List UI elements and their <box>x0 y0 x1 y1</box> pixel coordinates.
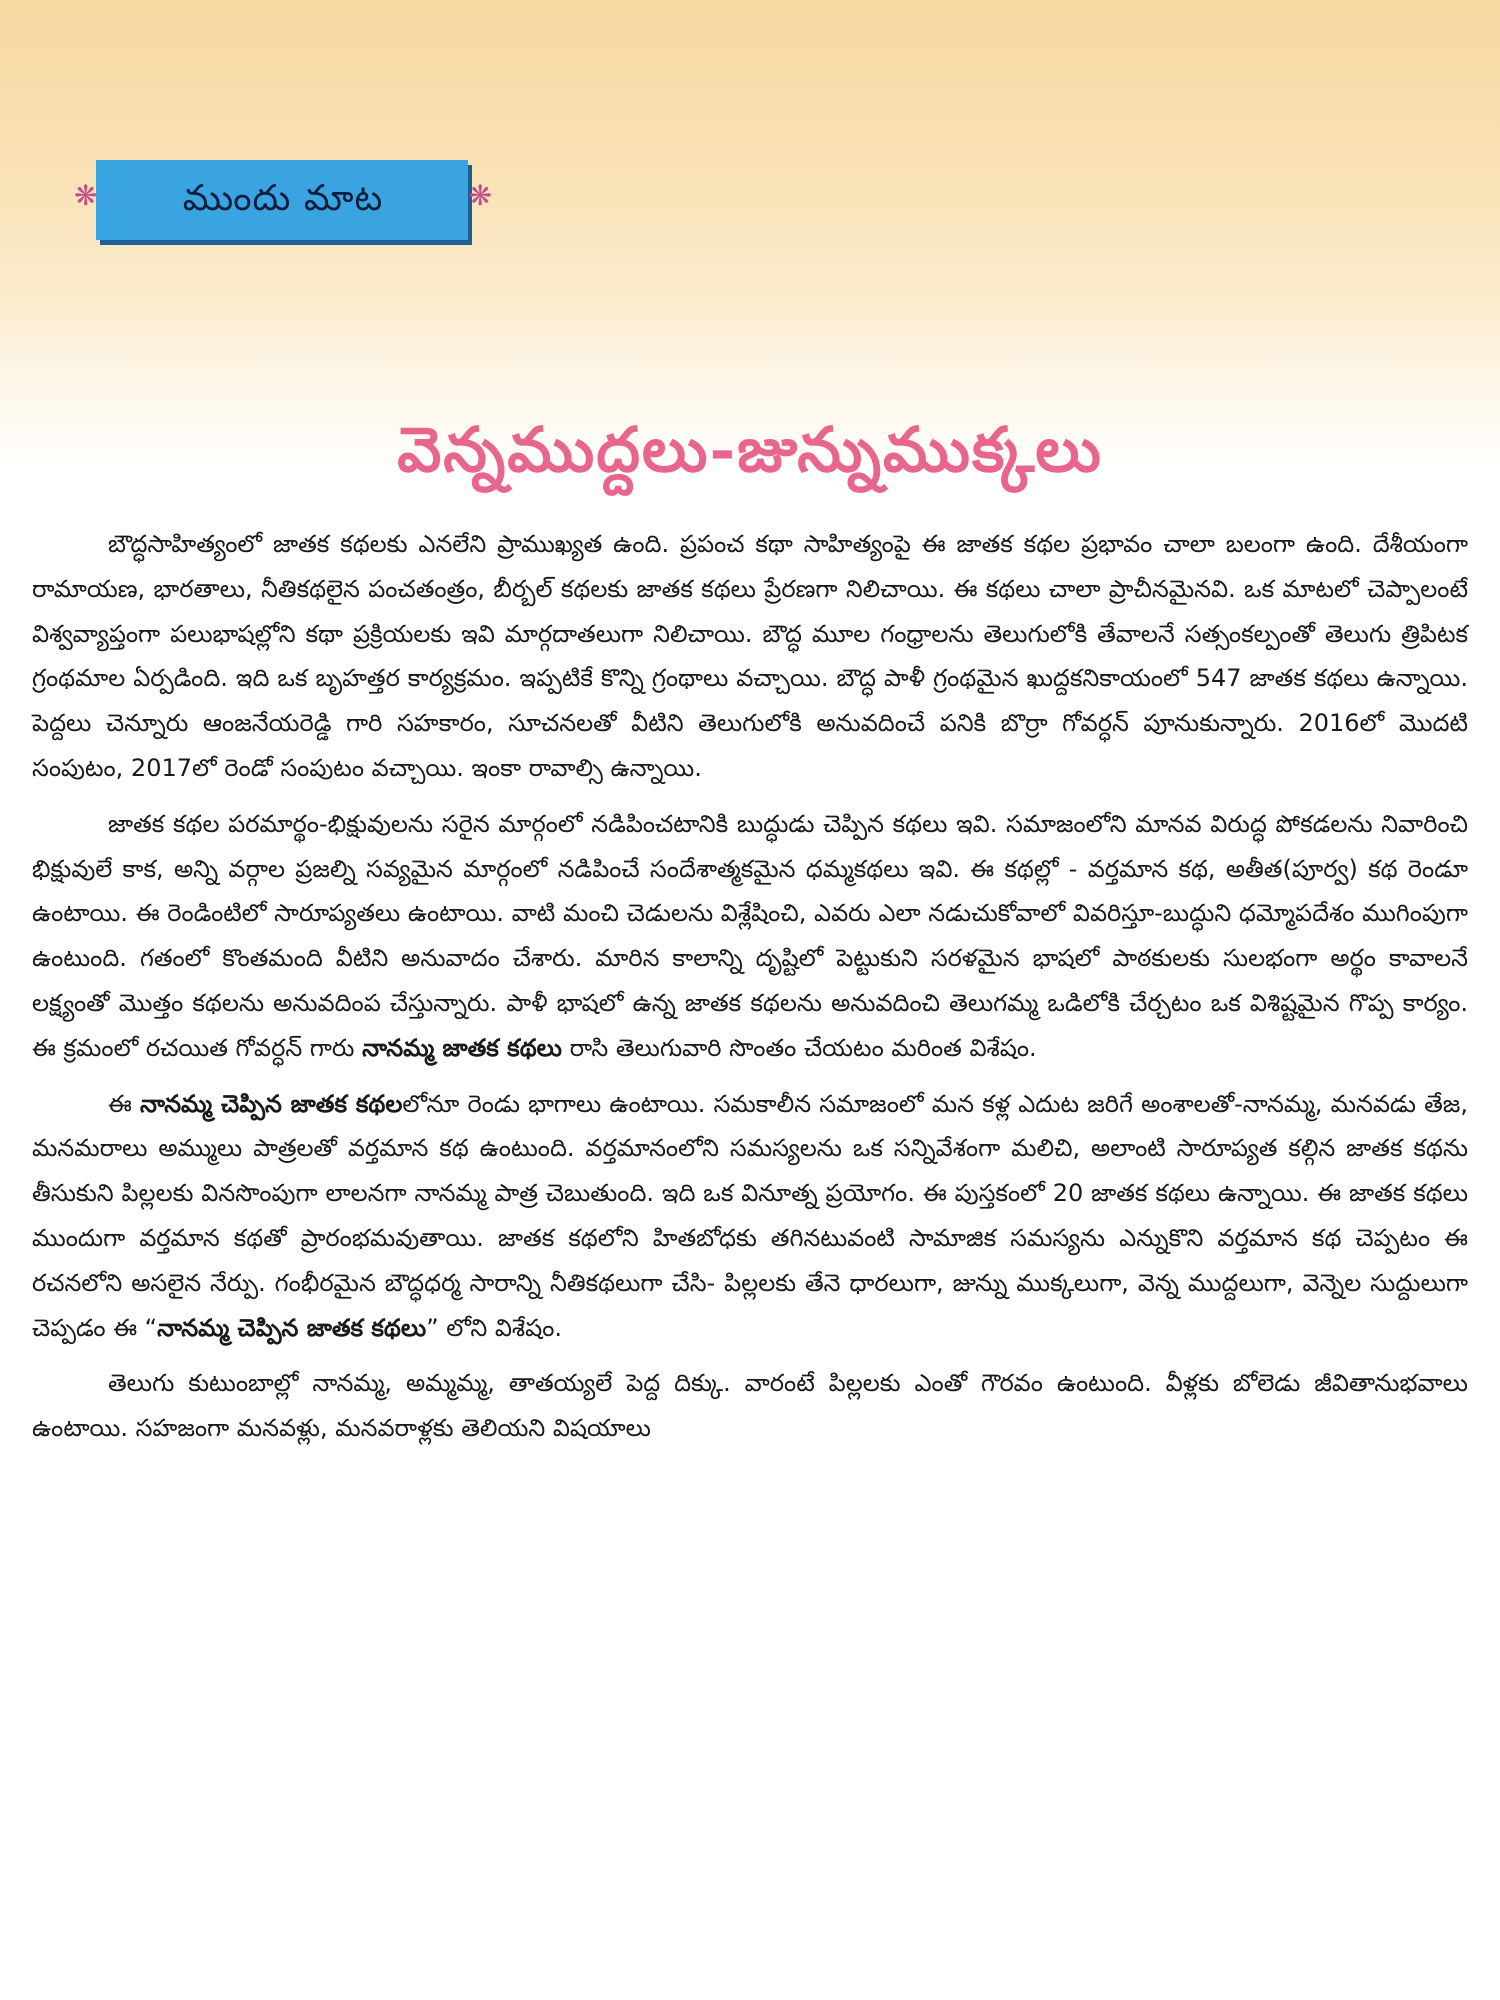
paragraph-text: లోనూ రెండు భాగాలు ఉంటాయి. సమకాలీన సమాజంలో మన కళ్ల ఎదుట జరిగే అంశాలతో-నానమ్మ, మనవడు తేజ, మనమరాలు అమ్ములు పాత్రలతో వర్తమాన కథ ఉంటుంది. వర్తమానంలోని సమస్యలను ఒక సన్నివేశంగా మలిచి, అలాంటి సారూప్యత కల్గిన జాతక కథను తీసుకుని పిల్లలకు వినసొంపుగా లాలనగా నానమ్మ పాత్ర చెబుతుంది. ఇది ఒక వినూత్న ప్రయోగం. ఈ పుస్తకంలో 20 జాతక కథలు ఉన్నాయి. ఈ జాతక కథలు ముందుగా వర్తమాన కథతో ప్రారంభమవుతాయి. జాతక కథలోని హితబోధకు తగినటువంటి సామాజిక సమస్యను ఎన్నుకొని వర్తమాన కథ చెప్పటం ఈ రచనలోని అసలైన నేర్పు. గంభీరమైన బౌద్ధధర్మ సారాన్ని నీతికథలుగా చేసి- పిల్లలకు తేనె ధారలుగా, జున్ను ముక్కలుగా, వెన్న ముద్దలుగా, వెన్నెల సుద్దులుగా చెప్పడం ఈ “ <box>32 1089 1468 1342</box>
section-label: ముందు మాట <box>182 178 384 219</box>
paragraph-1 <box>32 522 1468 791</box>
body-text <box>32 522 1468 1462</box>
section-banner <box>74 160 492 246</box>
book-title-emphasis: నానమ్మ చెప్పిన జాతక కథల <box>140 1089 403 1118</box>
paragraph-text: జాతక కథల పరమార్థం-భిక్షువులను సరైన మార్గంలో నడిపించటానికి బుద్ధుడు చెప్పిన కథలు ఇవి. సమాజంలోని మానవ విరుద్ధ పోకడలను నివారించి భిక్షువులే కాక, అన్ని వర్గాల ప్రజల్ని సవ్యమైన మార్గంలో నడిపించే సందేశాత్మకమైన ధమ్మకథలు ఇవి. ఈ కథల్లో - వర్తమాన కథ, అతీత(పూర్వ) కథ రెండూ ఉంటాయి. ఈ రెండింటిలో సారూప్యతలు ఉంటాయి. వాటి మంచి చెడులను విశ్లేషించి, ఎవరు ఎలా నడుచుకోవాలో వివరిస్తూ-బుద్ధుని ధమ్మోపదేశం ముగింపుగా ఉంటుంది. గతంలో కొంతమంది వీటిని అనువాదం చేశారు. మారిన కాలాన్ని దృష్టిలో పెట్టుకుని సరళమైన భాషలో పాఠకులకు సులభంగా అర్థం కావాలనే లక్ష్యంతో మొత్తం కథలను అనువదింప చేస్తున్నారు. పాళీ భాషలో ఉన్న జాతక కథలను అనువదించి తెలుగమ్మ ఒడిలోకి చేర్చటం ఒక విశిష్టమైన గొప్ప కార్యం. ఈ క్రమంలో రచయిత గోవర్ధన్ గారు <box>32 809 1468 1062</box>
paragraph-2 <box>32 802 1468 1071</box>
paragraph-text: రాసి తెలుగువారి సొంతం చేయటం మరింత విశేషం. <box>561 1033 1037 1062</box>
book-title-emphasis: నానమ్మ చెప్పిన జాతక కథలు <box>157 1313 427 1342</box>
paragraph-text: ” లోని విశేషం. <box>426 1313 562 1342</box>
ornament-left-icon: ❋ <box>74 179 98 212</box>
paragraph-3 <box>32 1082 1468 1351</box>
paragraph-text: బౌద్ధసాహిత్యంలో జాతక కథలకు ఎనలేని ప్రాముఖ్యత ఉంది. ప్రపంచ కథా సాహిత్యంపై ఈ జాతక కథల ప్రభావం చాలా బలంగా ఉంది. దేశీయంగా రామాయణ, భారతాలు, నీతికథలైన పంచతంత్రం, బీర్బల్ కథలకు జాతక కథలు ప్రేరణగా నిలిచాయి. ఈ కథలు చాలా ప్రాచీనమైనవి. ఒక మాటలో చెప్పాలంటే విశ్వవ్యాప్తంగా పలుభాషల్లోని కథా ప్రక్రియలకు ఇవి మార్గదాతలుగా నిలిచాయి. బౌద్ధ మూల గంధ్రాలను తెలుగులోకి తేవాలనే సత్సంకల్పంతో తెలుగు త్రిపిటక గ్రంథమాల ఏర్పడింది. ఇది ఒక బృహత్తర కార్యక్రమం. ఇప్పటికే కొన్ని గ్రంథాలు వచ్చాయి. బౌద్ధ పాళీ గ్రంథమైన ఖుద్దకనికాయంలో 547 జాతక కథలు ఉన్నాయి. పెద్దలు చెన్నూరు ఆంజనేయరెడ్డి గారి సహకారం, సూచనలతో వీటిని తెలుగులోకి అనువదించే పనికి బొర్రా గోవర్ధన్ పూనుకున్నారు. 2016లో మొదటి సంపుటం, 2017లో రెండో సంపుటం వచ్చాయి. ఇంకా రావాల్సి ఉన్నాయి. <box>32 530 1468 782</box>
ornament-right-icon: ❋ <box>468 179 492 212</box>
book-title-emphasis: నానమ్మ జాతక కథలు <box>362 1033 562 1062</box>
paragraph-4 <box>32 1361 1468 1451</box>
paragraph-text: తెలుగు కుటుంబాల్లో నానమ్మ, అమ్మమ్మ, తాతయ్యలే పెద్ద దిక్కు. వారంటే పిల్లలకు ఎంతో గౌరవం ఉంటుంది. వీళ్లకు బోలెడు జీవితానుభవాలు ఉంటాయి. సహజంగా మనవళ్లు, మనవరాళ్లకు తెలియని విషయాలు <box>32 1369 1468 1443</box>
page-title: వెన్నముద్దలు-జున్నుముక్కలు <box>397 413 1103 486</box>
paragraph-text: ఈ <box>108 1089 141 1118</box>
